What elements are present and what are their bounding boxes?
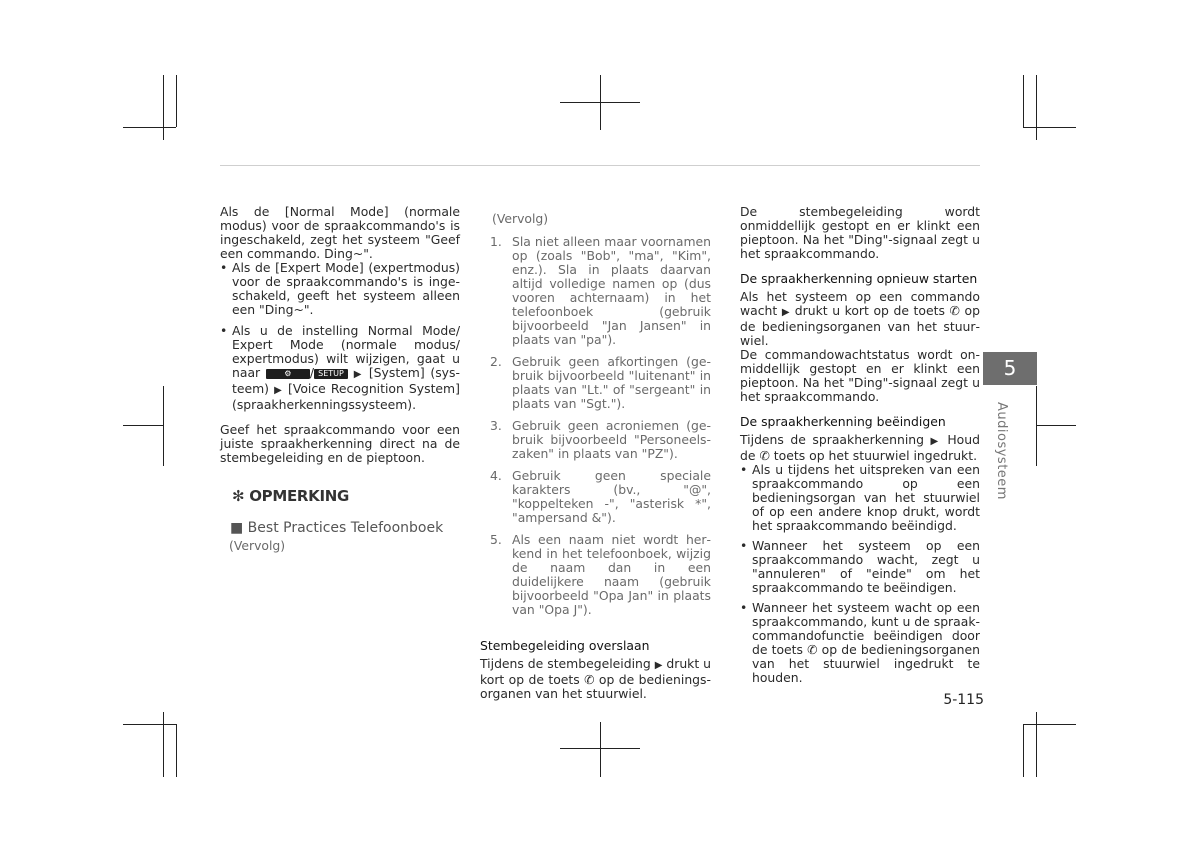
- restart-text-1: Als het systeem op een commando wacht: [740, 289, 980, 318]
- bullet-text: [752, 601, 980, 685]
- end-text-3: toets op het stuurwiel ingedrukt.: [773, 448, 978, 463]
- crop-mark-tc-h: [560, 102, 640, 103]
- crop-mark-tl-h: [123, 127, 176, 128]
- crop-mark-tr-v: [1023, 75, 1024, 127]
- bullet-mark: •: [220, 323, 228, 338]
- change-mode-text-1: Als u de instelling Normal Mode/ Expert Mode (normale modus/ expertmodus) wilt wijzigen, gaat u naar: [232, 323, 460, 380]
- arrow-right-icon: ▶: [274, 385, 283, 396]
- page-number: 5-115: [943, 692, 984, 708]
- chapter-side-title: Audiosysteem: [994, 402, 1009, 500]
- continued-label: (Vervolg): [492, 211, 549, 226]
- bullet-text: Wanneer het systeem op een spraakcommando wacht, zegt u "annuleren" of "einde" om het spraakcommando te beëindigen.: [752, 538, 980, 595]
- skip-heading: Stembegeleiding overslaan: [480, 638, 650, 653]
- crop-mark-bc-v: [600, 722, 601, 777]
- column-2: [480, 212, 711, 701]
- settings-key-icon: ⚙: [266, 369, 310, 379]
- bullet-3-text: Wanneer het systeem wacht op een spraakcommando, kunt u de spraakcommandofunctie beëindigen door de toets: [752, 600, 980, 657]
- crop-mark-br-v2: [1036, 712, 1037, 777]
- crop-mark-bl-h: [123, 724, 176, 725]
- end-heading: De spraakherkenning beëindigen: [740, 414, 946, 429]
- end-bullet-2: [740, 539, 980, 595]
- crop-mark-tr-v2: [1036, 75, 1037, 140]
- crop-mark-br-h: [1023, 724, 1076, 725]
- bullet-text: Als u tijdens het uitspreken van een spraakcommando op een bedieningsorgan van het stuurwiel of op een andere knop drukt, wordt het spraakcommando beëindigd.: [752, 462, 980, 533]
- end-text-2: Houd de: [740, 432, 980, 463]
- tip-item: [490, 469, 711, 525]
- tip-text: Sla niet alleen maar voornamen op (zoals "Bob", "ma", "Kim", enz.). Sla in plaats daarvan altijd volledige namen op (dus vooren achternaam) in het telefoonboek (gebruik bijvoorbeeld "Jan Jansen" in plaats van "pa").: [512, 234, 711, 347]
- tip-item: [490, 533, 711, 617]
- crop-mark-bl-v: [163, 712, 164, 777]
- voice-command-paragraph: Geef het spraakcommando voor een juiste spraakherkenning direct na de stembegeleiding en de pieptoon.: [220, 422, 460, 465]
- arrow-right-icon: ▶: [781, 307, 791, 318]
- arrow-right-icon: ▶: [654, 660, 663, 671]
- bullet-change-mode: [220, 324, 460, 412]
- crop-mark-tl-v: [163, 75, 164, 140]
- restart-paragraph-2: De commandowachtstatus wordt onmiddellijk gestopt en er klinkt een pieptoon. Na het "Ding"-signaal zegt u het spraakcommando.: [740, 347, 980, 404]
- note-title: ✻ OPMERKING: [232, 487, 350, 505]
- skip-text-2: drukt u kort op de toets: [480, 656, 712, 687]
- skip-text-1: Tijdens de stembegeleiding: [480, 656, 651, 671]
- note-continued: (Vervolg): [229, 538, 286, 553]
- column-3: [740, 205, 980, 685]
- talk-button-icon: ✆: [584, 672, 595, 687]
- restart-paragraph: [740, 290, 980, 348]
- tip-item: [490, 355, 711, 411]
- crop-mark-ml-v: [163, 386, 164, 466]
- talk-button-icon: ✆: [807, 642, 818, 657]
- header-rule: [220, 165, 980, 166]
- restart-text-2: drukt u kort op de toets: [794, 303, 945, 318]
- tip-text: Gebruik geen afkortingen (gebruik bijvoorbeeld "luitenant" in plaats van "Lt." of "sergeant" in plaats van "Sgt.").: [512, 354, 711, 411]
- skip-text-3: op de bedieningsorganen van het stuurwiel.: [480, 672, 711, 701]
- normal-mode-paragraph: Als de [Normal Mode] (normale modus) voor de spraakcommando's is ingeschakeld, zegt het systeem "Geef een commando. Ding~".: [220, 204, 460, 261]
- bullet-mark: •: [740, 600, 748, 615]
- tips-list: [490, 235, 711, 617]
- bullet-3-tail: op de bedieningsorganen van het stuurwiel ingedrukt te houden.: [752, 642, 980, 685]
- tip-text: Als een naam niet wordt herkend in het telefoonboek, wijzig de naam dan in een duidelijkere naam (gebruik bijvoorbeeld "Opa Jan" in plaats van "Opa J").: [512, 532, 711, 617]
- talk-button-icon: ✆: [759, 448, 770, 463]
- tip-number: 2.: [490, 354, 502, 369]
- bullet-text: Als de [Expert Mode] (expertmodus) voor de spraakcommando's is ingeschakeld, geeft het systeem alleen een "Ding~".: [232, 260, 460, 317]
- end-bullet-1: [740, 463, 980, 533]
- restart-heading: De spraakherkenning opnieuw starten: [740, 271, 978, 286]
- tip-number: 3.: [490, 418, 502, 433]
- end-bullet-3: [740, 601, 980, 685]
- tip-text: Gebruik geen acroniemen (gebruik bijvoorbeeld "Personeelszaken" in plaats van "PZ").: [512, 418, 711, 461]
- bullet-mark: •: [740, 462, 748, 477]
- column-1: [220, 205, 460, 553]
- crop-mark-ml-h: [123, 425, 164, 426]
- crop-mark-bl-v2: [176, 724, 177, 777]
- crop-mark-bc-h: [560, 748, 640, 749]
- stop-paragraph: De stembegeleiding wordt onmiddellijk gestopt en er klinkt een pieptoon. Na het "Ding"-signaal zegt u het spraakcommando.: [740, 204, 980, 261]
- end-paragraph: [740, 433, 980, 463]
- tip-item: [490, 235, 711, 347]
- tip-number: 1.: [490, 234, 502, 249]
- bullet-mark: •: [740, 538, 748, 553]
- bullet-text: Als u de instelling Normal Mode/ Expert Mode (normale modus/ expertmodus) wilt wijzigen, gaat u naar ⚙ / SETUP ▶ [System] (systeem) ▶ [Voice Recognition System] (spraakherkenningssysteem).: [232, 323, 460, 412]
- talk-button-icon: ✆: [949, 303, 960, 318]
- crop-mark-mr-h: [1036, 425, 1076, 426]
- restart-text-3: op de bedieningsorganen van het stuurwiel.: [740, 303, 980, 348]
- crop-mark-mr-v: [1036, 386, 1037, 466]
- crop-mark-br-v: [1023, 724, 1024, 777]
- tip-number: 5.: [490, 532, 502, 547]
- tip-text: Gebruik geen speciale karakters (bv., "@", "koppelteken -", "asterisk *", "ampersand &").: [512, 468, 711, 525]
- bullet-expert-mode: [220, 261, 460, 317]
- tip-item: [490, 419, 711, 461]
- skip-paragraph: [480, 657, 711, 701]
- bullet-mark: •: [220, 260, 228, 275]
- crop-mark-tl-v2: [176, 75, 177, 127]
- tip-number: 4.: [490, 468, 502, 483]
- change-mode-text-3: [Voice Recognition System] (spraakherkenningssysteem).: [232, 381, 460, 412]
- end-text-1: Tijdens de spraakherkenning: [740, 432, 924, 447]
- chapter-tab: 5: [983, 352, 1037, 385]
- change-mode-text-2: [System] (systeem): [232, 365, 460, 396]
- arrow-right-icon: ▶: [353, 369, 364, 380]
- setup-key: SETUP: [314, 369, 348, 379]
- arrow-right-icon: ▶: [930, 436, 941, 447]
- crop-mark-tr-h: [1023, 127, 1076, 128]
- note-subtitle: ■ Best Practices Telefoonboek: [230, 520, 444, 536]
